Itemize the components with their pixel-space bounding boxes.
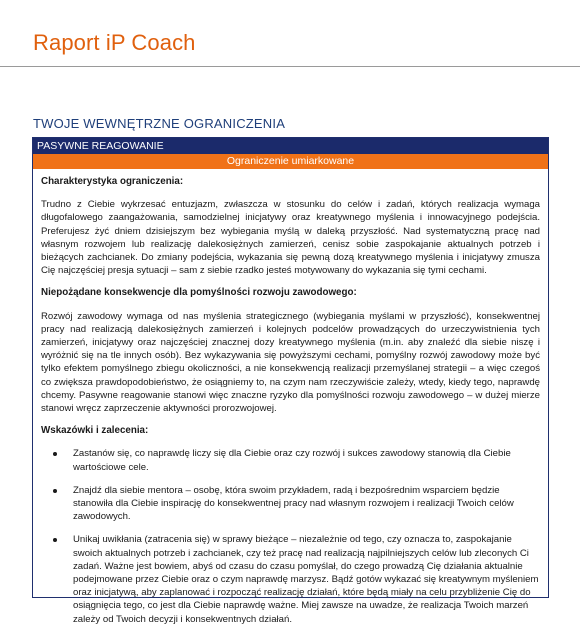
consequences-text: Rozwój zawodowy wymaga od nas myślenia strategicznego (wybiegania myślami w przyszłość), konsekwentnej pracy nad realizacją dalekosiężnych zamierzeń i kolejnych podcelów prowadzących do urzeczywistnienia tych zamierzeń, inicjatywy oraz najczęściej znacznej dozy kreatywnego myślenia (m.in. aby znaleźć dla siebie niszę i wyróżnić się na tle innych osób). Bez wykazywania się powyższymi cechami, pomyślny rozwój zawodowy może być tylko efektem pomyślnego zbiegu okoliczności, a nie konsekwencją realizacji przemyślanej strategii – a więc czegoś co zwiększa prawdopodobieństwo, że osiągniemy to, na czym nam rzeczywiście zależy, wtedy, kiedy tego, naprawdę chcemy. Pasywne reagowanie stanowi więc znaczne ryzyko dla pomyślności rozwoju zawodowego – w dużej mierze stanowi wręcz zaprzeczenie aktywności prorozwojowej. <box>41 310 540 415</box>
tip-text: Znajdź dla siebie mentora – osobę, która swoim przykładem, radą i bezpośrednim wsparciem będzie stanowiła dla Ciebie inspirację do konsekwentnej pracy nad własnym rozwojem i realizacji Twoich celów zawodowych. <box>73 484 514 523</box>
tips-heading: Wskazówki i zalecenia: <box>41 425 149 437</box>
tip-text: Unikaj uwikłania (zatracenia się) w sprawy bieżące – niezależnie od tego, czy oznacza to, zaspokajanie swoich aktualnych potrzeb i zachcianek, czy też pracę nad realizacją najpilniejszych celów lub zleconych Ci zadań. Ważne jest bowiem, abyś od czasu do czasu pomyślał, do czego prowadzą Cię działania aktualnie podejmowane przez Ciebie oraz o czym naprawdę marzysz. Bądź gotów wykazać się kreatywnym myśleniem oraz inicjatywą, aby zaplanować i rozpocząć realizację działań, które będą miały na celu przybliżenie Cię do osiągnięcia tego, co jest dla Ciebie naprawdę ważne. Miej zawsze na uwadze, że realizacja Twoich marzeń zależy od Twoich decyzji i konsekwentnych działań. <box>73 534 539 625</box>
consequences-heading: Niepożądane konsekwencje dla pomyślności rozwoju zawodowego: <box>41 287 357 299</box>
tip-text: Zastanów się, co naprawdę liczy się dla Ciebie oraz czy rozwój i sukces zawodowy stanowią dla Ciebie wartościowe cele. <box>73 448 511 473</box>
limitation-name-bar: PASYWNE REAGOWANIE <box>33 138 548 154</box>
limitation-box <box>32 137 549 625</box>
tip-item <box>41 533 540 625</box>
bullet-icon <box>53 538 57 542</box>
characteristic-text: Trudno z Ciebie wykrzesać entuzjazm, zwłaszcza w stosunku do celów i zadań, których realizacja wymaga długofalowego zaangażowania, samodzielnej inicjatywy oraz kreatywnego myślenia i innowacyjnego podejścia. Preferujesz żyć dniem dzisiejszym bez wybiegania myślą w daleką przyszłość. Nad systematyczną pracę nad własnym rozwojem lub realizację dalekosiężnych zamierzeń, cenisz sobie zaspokajanie aktualnych potrzeb i bieżących zachcianek. Do zmiany podejścia, wykazania się pewną dozą kreatywnego myślenia i inicjatywy zmusza Cię najczęściej presja sytuacji – sam z siebie rzadko jesteś motywowany do wykazania się tymi cechami. <box>41 199 540 277</box>
limitation-level-bar: Ograniczenie umiarkowane <box>33 154 548 169</box>
tips-list <box>41 447 540 625</box>
tip-item <box>41 484 540 524</box>
limitation-content <box>33 169 548 626</box>
report-title: Raport iP Coach <box>33 30 196 55</box>
section-heading: TWOJE WEWNĘTRZNE OGRANICZENIA <box>33 116 286 131</box>
header-divider <box>0 66 580 67</box>
characteristic-heading: Charakterystyka ograniczenia: <box>41 176 184 187</box>
tip-item <box>41 447 540 473</box>
bullet-icon <box>53 452 57 456</box>
bullet-icon <box>53 489 57 493</box>
